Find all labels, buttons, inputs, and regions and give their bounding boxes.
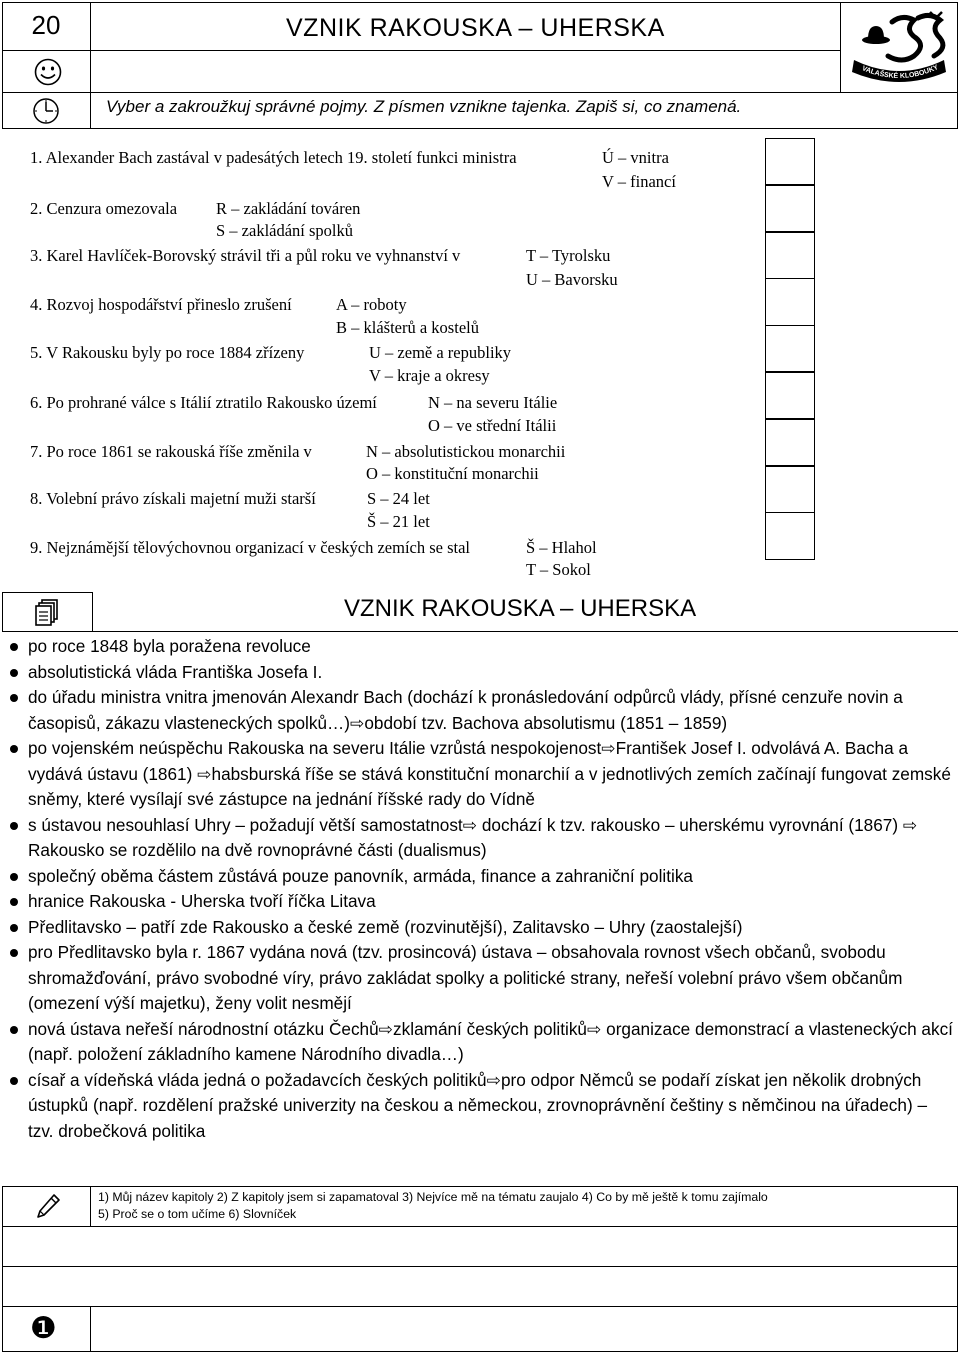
notes-icon <box>34 598 60 626</box>
list-item: nová ústava neřeší národnostní otázku Čechů⇨zklamání českých politiků⇨ organizace demonstrací a vlasteneckých akcí (např. položení základního kamene Národního divadla…) <box>8 1017 953 1068</box>
quiz-question: 7. Po roce 1861 se rakouská říše změnila v <box>30 442 312 461</box>
quiz-option[interactable]: Š – Hlahol <box>526 538 597 557</box>
quiz-option[interactable]: U – Bavorsku <box>526 270 618 289</box>
reflection-column-divider <box>90 1186 91 1226</box>
list-item: hranice Rakouska - Uherska tvoří říčka Litava <box>8 889 953 915</box>
quiz-question: 8. Volební právo získali majetní muži starší <box>30 489 316 508</box>
footer-right-line <box>957 1186 958 1352</box>
notes-list <box>8 634 953 1144</box>
list-item: císař a vídeňská vláda jedná o požadavcích českých politiků⇨pro odpor Němců se podaří získat jen několik drobných ústupků (např. rozdělení pražské univerzity na českou a německou, zrovnoprávnění češtiny s němčinou na úřadech) – tzv. drobečková politika <box>8 1068 953 1145</box>
pencil-icon <box>34 1192 62 1220</box>
quiz-question: 5. V Rakousku byly po roce 1884 zřízeny <box>30 343 305 362</box>
header-divider-3 <box>2 128 958 129</box>
quiz-option[interactable]: B – klášterů a kostelů <box>336 318 479 337</box>
answer-box[interactable] <box>765 418 815 466</box>
quiz-option[interactable]: N – na severu Itálie <box>428 393 558 412</box>
answer-box[interactable] <box>765 325 815 373</box>
notes-header-top <box>2 592 92 593</box>
quiz-question: 9. Nejznámější tělovýchovnou organizací v českých zemích se stal <box>30 538 471 557</box>
quiz-option[interactable]: S – 24 let <box>367 489 430 508</box>
header-column-divider <box>90 2 91 128</box>
quiz-question: 4. Rozvoj hospodářství přineslo zrušení <box>30 295 292 314</box>
quiz-question: 2. Cenzura omezovala <box>30 199 178 218</box>
quiz-option[interactable]: S – zakládání spolků <box>216 221 354 240</box>
number-one-circle-icon: ❶ <box>30 1311 57 1346</box>
answer-box[interactable] <box>765 231 815 279</box>
quiz-option[interactable]: Ú – vnitra <box>602 148 669 167</box>
answer-box[interactable] <box>765 512 815 560</box>
quiz-option[interactable]: T – Tyrolsku <box>526 246 611 265</box>
list-item: po vojenském neúspěchu Rakouska na severu Itálie vzrůstá nespokojenost⇨František Josef I. odvolává A. Bacha a vydává ústavu (1861) ⇨habsburská říše se stává konstituční monarchií a v jednotlivých zemích začínají fungovat zemské sněmy, které vysílají své zástupce na jednání říšské rady do Vídně <box>8 736 953 813</box>
footer-left-line <box>2 1186 3 1352</box>
header-divider-2 <box>2 92 958 93</box>
notes-header-divider <box>92 592 93 631</box>
list-item: do úřadu ministra vnitra jmenován Alexandr Bach (dochází k pronásledování odpůrců vlády, přísné cenzuře novin a časopisů, zákazu vlasteneckých spolků…)⇨období tzv. Bachova absolutismu (1851 – 1859) <box>8 685 953 736</box>
header-divider-1 <box>2 50 840 51</box>
list-item: s ústavou nesouhlasí Uhry – požadují větší samostatnost⇨ dochází k tzv. rakousko – uherskému vyrovnání (1867) ⇨ Rakousko se rozdělilo na dvě rovnoprávné části (dualismus) <box>8 813 953 864</box>
logo-column-divider <box>840 2 841 92</box>
reflection-prompts <box>98 1189 768 1223</box>
quiz-option[interactable]: N – absolutistickou monarchii <box>366 442 566 461</box>
quiz-block <box>26 148 706 588</box>
answer-box[interactable] <box>765 465 815 513</box>
frame-bottom-line <box>2 1351 958 1352</box>
writing-line <box>2 1306 958 1307</box>
quiz-option[interactable]: O – ve střední Itálii <box>428 416 557 435</box>
quiz-option[interactable]: U – země a republiky <box>369 343 512 362</box>
list-item: Předlitavsko – patří zde Rakousko a české země (rozvinutější), Zalitavsko – Uhry (zaostalejší) <box>8 915 953 941</box>
list-item: společný oběma částem zůstává pouze panovník, armáda, finance a zahraniční politika <box>8 864 953 890</box>
footer-column-divider <box>90 1306 91 1352</box>
quiz-option[interactable]: R – zakládání továren <box>216 199 361 218</box>
list-item: pro Předlitavsko byla r. 1867 vydána nová (tzv. prosincová) ústava – obsahovala rovnost všech občanů, svobodu shromažďování, právo svobodné víry, právo zakládat spolky a politické strany, neřeší volební právo všem občanům (omezení výší majetku), ženy volit nesmějí <box>8 940 953 1017</box>
clock-icon <box>32 97 60 125</box>
quiz-question: 1. Alexander Bach zastával v padesátých letech 19. století funkci ministra <box>30 148 517 167</box>
answer-box[interactable] <box>765 371 815 419</box>
answer-box[interactable] <box>765 138 815 186</box>
reflection-top-line <box>2 1186 958 1187</box>
answer-box-column <box>765 139 815 560</box>
page-number: 20 <box>31 9 61 40</box>
quiz-option[interactable]: Š – 21 let <box>367 512 430 531</box>
quiz-option[interactable]: O – konstituční monarchii <box>366 464 539 483</box>
quiz-question: 3. Karel Havlíček-Borovský strávil tři a půl roku ve vyhnanství v <box>30 246 461 265</box>
frame-left-line <box>2 2 3 128</box>
reflection-bottom-line <box>2 1226 958 1227</box>
frame-right-line <box>957 2 958 128</box>
reflection-line: 5) Proč se o tom učíme 6) Slovníček <box>98 1207 297 1221</box>
reflection-line: 1) Můj název kapitoly 2) Z kapitoly jsem si zapamatoval 3) Nejvíce mě na tématu zaujalo 4) Co by mě ještě k tomu zajímalo <box>98 1190 768 1204</box>
notes-header-left <box>2 592 3 631</box>
smiley-face-icon <box>34 58 62 86</box>
writing-line <box>2 1266 958 1267</box>
answer-box[interactable] <box>765 278 815 326</box>
logo-text: VALAŠSKÉ KLOBOUKY <box>860 64 940 81</box>
valasske-klobouky-logo <box>844 8 954 90</box>
notes-title: VZNIK RAKOUSKA – UHERSKA <box>344 595 697 622</box>
page-title: VZNIK RAKOUSKA – UHERSKA <box>286 14 665 42</box>
frame-top-line <box>2 2 958 3</box>
quiz-question: 6. Po prohrané válce s Itálií ztratilo Rakousko území <box>30 393 377 412</box>
quiz-option[interactable]: T – Sokol <box>526 560 591 579</box>
list-item: po roce 1848 byla poražena revoluce <box>8 634 953 660</box>
list-item: absolutistická vláda Františka Josefa I. <box>8 660 953 686</box>
quiz-option[interactable]: A – roboty <box>336 295 407 314</box>
notes-header-bottom <box>2 631 958 632</box>
task-instruction: Vyber a zakroužkuj správné pojmy. Z písmen vznikne tajenka. Zapiš si, co znamená. <box>106 97 742 116</box>
quiz-option[interactable]: V – kraje a okresy <box>369 366 490 385</box>
answer-box[interactable] <box>765 184 815 232</box>
quiz-option[interactable]: V – financí <box>602 172 676 191</box>
